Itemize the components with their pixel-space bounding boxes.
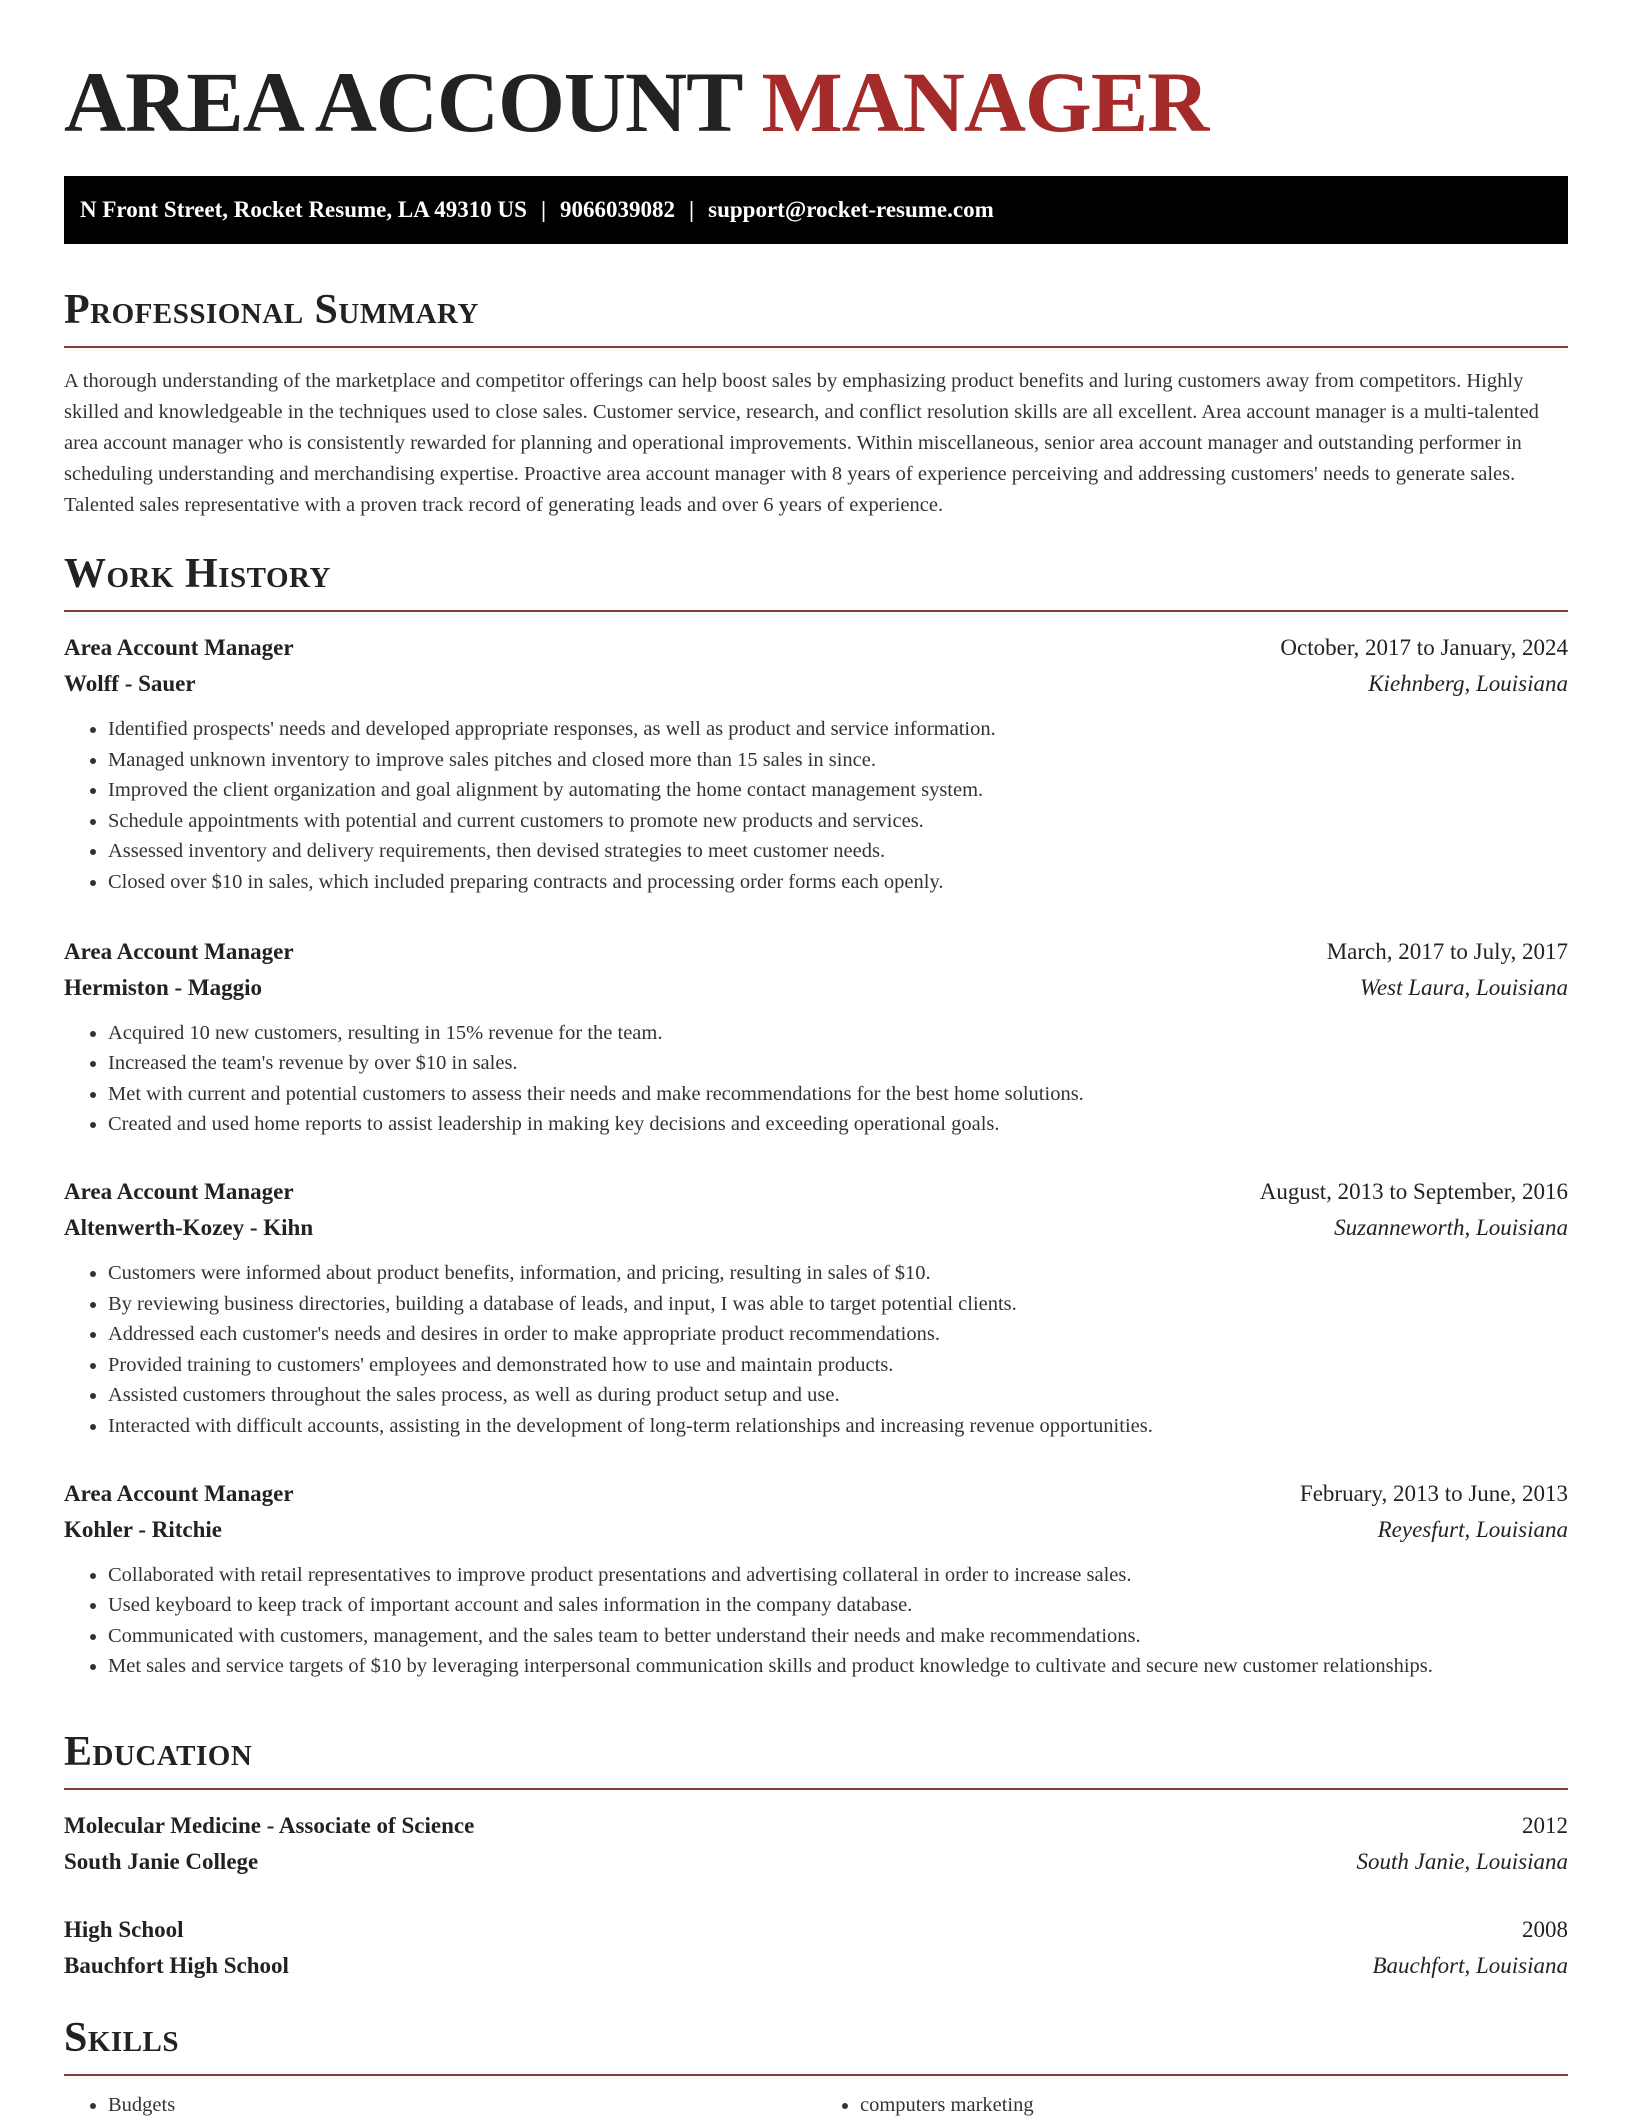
contact-email: support@rocket-resume.com: [708, 197, 994, 222]
contact-address: N Front Street, Rocket Resume, LA 49310 US: [80, 197, 527, 222]
job-dates: March, 2017 to July, 2017: [1326, 938, 1568, 964]
job-bullet: • Schedule appointments with potential and current customers to promote new products and services.: [108, 806, 1568, 837]
education-degree: High School: [64, 1917, 184, 1942]
job-bullet: • Managed unknown inventory to improve sales pitches and closed more than 15 sales in since.: [108, 745, 1568, 776]
contact-separator: |: [540, 197, 547, 222]
job-entry: [64, 934, 1568, 1140]
job-bullets: [64, 714, 1568, 898]
job-location: Suzanneworth, Louisiana: [1334, 1214, 1568, 1240]
section-divider: [64, 2074, 1568, 2076]
skills-list-right: [816, 2090, 1568, 2120]
job-location: West Laura, Louisiana: [1359, 974, 1568, 1000]
job-bullet: • Communicated with customers, management, and the sales team to better understand their needs and make recommendations.: [108, 1621, 1568, 1652]
job-company: Wolff - Sauer: [64, 671, 196, 696]
job-list: [64, 630, 1568, 1682]
skills-section: [64, 2012, 1568, 2120]
education-school: South Janie College: [64, 1849, 259, 1874]
job-bullet: • Created and used home reports to assist leadership in making key decisions and exceeding operational goals.: [108, 1109, 1568, 1140]
job-bullets: [64, 1018, 1568, 1140]
skills-list-left: [64, 2090, 816, 2120]
education-heading: Education: [64, 1729, 253, 1775]
title-primary: AREA ACCOUNT: [64, 54, 741, 150]
job-bullet: • Increased the team's revenue by over $10 in sales.: [108, 1048, 1568, 1079]
job-entry: [64, 1174, 1568, 1442]
job-entry: [64, 1476, 1568, 1682]
job-company: Kohler - Ritchie: [64, 1516, 222, 1542]
job-bullet: • Identified prospects' needs and developed appropriate responses, as well as product and service information.: [108, 714, 1568, 745]
job-bullet: • Closed over $10 in sales, which included preparing contracts and processing order forms each openly.: [108, 867, 1568, 898]
job-bullet: • Addressed each customer's needs and desires in order to make appropriate product recommendations.: [108, 1319, 1568, 1350]
summary-text: A thorough understanding of the marketplace and competitor offerings can help boost sales by emphasizing product benefits and luring customers away from competitors. Highly skilled and knowledgeable in the techniques used to close sales. Customer service, research, and conflict resolution skills are all excellent. Area account manager is a multi-talented area account manager who is consistently rewarded for planning and operational improvements. Within miscellaneous, senior area account manager and outstanding performer in scheduling understanding and merchandising expertise. Proactive area account manager with 8 years of experience perceiving and addressing customers' needs to generate sales. Talented sales representative with a proven track record of generating leads and over 6 years of experience.: [64, 370, 1539, 516]
job-title: Area Account Manager: [64, 1480, 294, 1506]
section-divider: [64, 1788, 1568, 1790]
title-accent: MANAGER: [761, 54, 1209, 150]
education-location: Bauchfort, Louisiana: [1372, 1953, 1568, 1978]
job-bullet: • Customers were informed about product benefits, information, and pricing, resulting in sales of $10.: [108, 1258, 1568, 1289]
section-divider: [64, 346, 1568, 348]
work-history-section: [64, 548, 1568, 1682]
job-title: Area Account Manager: [64, 1178, 294, 1204]
skill-item: • Budgets: [108, 2090, 816, 2120]
summary-section: [64, 284, 1568, 521]
resume-title: [64, 0, 1568, 176]
education-entry: [64, 1808, 1568, 1880]
job-dates: October, 2017 to January, 2024: [1280, 635, 1568, 660]
contact-phone: 9066039082: [560, 197, 676, 222]
job-bullet: • Improved the client organization and goal alignment by automating the home contact management system.: [108, 775, 1568, 806]
job-location: Reyesfurt, Louisiana: [1377, 1516, 1568, 1542]
work-history-heading: Work History: [64, 551, 331, 597]
education-degree: Molecular Medicine - Associate of Science: [64, 1813, 475, 1838]
job-dates: February, 2013 to June, 2013: [1299, 1480, 1568, 1506]
job-bullets: [64, 1258, 1568, 1442]
job-dates: August, 2013 to September, 2016: [1259, 1178, 1568, 1204]
job-bullet: • Collaborated with retail representatives to improve product presentations and advertising collateral in order to increase sales.: [108, 1560, 1568, 1591]
job-bullet: • Assisted customers throughout the sales process, as well as during product setup and use.: [108, 1380, 1568, 1411]
summary-heading: Professional Summary: [64, 287, 479, 333]
job-bullets: [64, 1560, 1568, 1682]
education-entry: [64, 1912, 1568, 1984]
education-year: 2008: [1522, 1917, 1568, 1942]
job-bullet: • Met with current and potential customers to assess their needs and make recommendations for the best home solutions.: [108, 1079, 1568, 1110]
contact-separator: |: [689, 197, 695, 222]
job-bullet: • Interacted with difficult accounts, assisting in the development of long-term relationships and increasing revenue opportunities.: [108, 1411, 1568, 1442]
job-bullet: • By reviewing business directories, building a database of leads, and input, I was able to target potential clients.: [108, 1289, 1568, 1320]
skills-columns: [64, 2090, 1568, 2120]
skill-item: • computers marketing: [860, 2090, 1568, 2120]
education-year: 2012: [1522, 1813, 1568, 1838]
education-school: Bauchfort High School: [64, 1953, 289, 1978]
education-location: South Janie, Louisiana: [1356, 1849, 1568, 1874]
contact-bar: [64, 176, 1568, 244]
job-entry: [64, 630, 1568, 898]
job-title: Area Account Manager: [64, 938, 294, 964]
section-divider: [64, 610, 1568, 612]
job-company: Hermiston - Maggio: [64, 974, 263, 1000]
job-title: Area Account Manager: [64, 635, 294, 660]
job-location: Kiehnberg, Louisiana: [1368, 671, 1568, 696]
job-company: Altenwerth-Kozey - Kihn: [64, 1214, 314, 1240]
job-bullet: • Provided training to customers' employees and demonstrated how to use and maintain products.: [108, 1350, 1568, 1381]
job-bullet: • Assessed inventory and delivery requirements, then devised strategies to meet customer needs.: [108, 836, 1568, 867]
job-bullet: • Acquired 10 new customers, resulting in 15% revenue for the team.: [108, 1018, 1568, 1049]
job-bullet: • Used keyboard to keep track of important account and sales information in the company database.: [108, 1590, 1568, 1621]
education-section: [64, 1726, 1568, 1984]
skills-heading: Skills: [64, 2015, 180, 2061]
job-bullet: • Met sales and service targets of $10 by leveraging interpersonal communication skills and product knowledge to cultivate and secure new customer relationships.: [108, 1651, 1568, 1682]
